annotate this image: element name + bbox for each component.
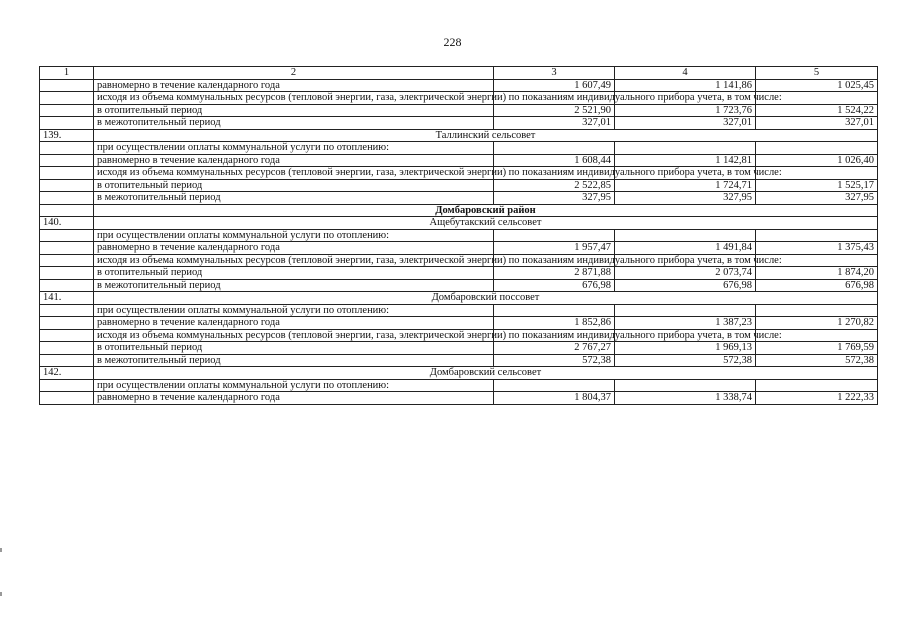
settlement-name: Таллинский сельсовет <box>94 129 878 142</box>
row-number: 142. <box>40 367 94 380</box>
row-number <box>40 154 94 167</box>
value-col-5 <box>756 142 878 155</box>
table-row <box>40 304 878 317</box>
row-number <box>40 117 94 130</box>
table-row <box>40 179 878 192</box>
value-col-3 <box>494 304 615 317</box>
row-number <box>40 92 94 105</box>
value-col-4: 1 491,84 <box>615 242 756 255</box>
value-col-3: 676,98 <box>494 279 615 292</box>
scan-mark <box>0 548 2 552</box>
row-number <box>40 204 94 217</box>
row-description: равномерно в течение календарного года <box>94 79 494 92</box>
table-row <box>40 142 878 155</box>
value-col-3 <box>494 142 615 155</box>
row-number <box>40 179 94 192</box>
row-description: в межотопительный период <box>94 354 494 367</box>
row-number <box>40 242 94 255</box>
value-col-5: 1 025,45 <box>756 79 878 92</box>
row-description: в отопительный период <box>94 267 494 280</box>
value-col-4: 2 073,74 <box>615 267 756 280</box>
value-col-3: 1 608,44 <box>494 154 615 167</box>
value-col-4: 327,01 <box>615 117 756 130</box>
value-col-3: 2 521,90 <box>494 104 615 117</box>
row-number <box>40 379 94 392</box>
value-col-4 <box>615 304 756 317</box>
table-row <box>40 267 878 280</box>
row-number <box>40 254 94 267</box>
row-number <box>40 142 94 155</box>
section-row <box>40 292 878 305</box>
table-row <box>40 154 878 167</box>
settlement-name: Ащебутакский сельсовет <box>94 217 878 230</box>
value-col-4: 1 141,86 <box>615 79 756 92</box>
table-row <box>40 317 878 330</box>
value-col-4 <box>615 142 756 155</box>
row-description: равномерно в течение календарного года <box>94 154 494 167</box>
scan-mark <box>0 592 2 596</box>
value-col-4: 676,98 <box>615 279 756 292</box>
table-row <box>40 242 878 255</box>
value-col-5: 1 270,82 <box>756 317 878 330</box>
value-col-3: 1 852,86 <box>494 317 615 330</box>
column-header-4: 4 <box>615 67 756 80</box>
row-number: 141. <box>40 292 94 305</box>
row-number <box>40 104 94 117</box>
settlement-name: Домбаровский сельсовет <box>94 367 878 380</box>
table-body <box>40 79 878 404</box>
value-col-5: 676,98 <box>756 279 878 292</box>
row-description: при осуществлении оплаты коммунальной услуги по отоплению: <box>94 304 494 317</box>
table-row <box>40 279 878 292</box>
row-number <box>40 267 94 280</box>
district-row <box>40 204 878 217</box>
row-description: в межотопительный период <box>94 117 494 130</box>
column-header-1: 1 <box>40 67 94 80</box>
tariff-table <box>39 66 878 405</box>
settlement-name: Домбаровский поссовет <box>94 292 878 305</box>
row-description: равномерно в течение календарного года <box>94 317 494 330</box>
row-description: в отопительный период <box>94 342 494 355</box>
value-col-4: 1 338,74 <box>615 392 756 405</box>
value-col-5: 1 026,40 <box>756 154 878 167</box>
row-number <box>40 167 94 180</box>
row-number: 140. <box>40 217 94 230</box>
table-row <box>40 342 878 355</box>
column-header-3: 3 <box>494 67 615 80</box>
value-col-5: 1 769,59 <box>756 342 878 355</box>
row-number <box>40 229 94 242</box>
value-col-5: 572,38 <box>756 354 878 367</box>
section-row <box>40 367 878 380</box>
table-row <box>40 392 878 405</box>
value-col-3: 2 871,88 <box>494 267 615 280</box>
value-col-4 <box>615 229 756 242</box>
row-description: в отопительный период <box>94 104 494 117</box>
table-row <box>40 192 878 205</box>
table-row <box>40 329 878 342</box>
page-number: 228 <box>443 35 462 49</box>
row-number <box>40 192 94 205</box>
value-col-3: 1 804,37 <box>494 392 615 405</box>
row-number <box>40 342 94 355</box>
value-col-5 <box>756 304 878 317</box>
row-description: при осуществлении оплаты коммунальной услуги по отоплению: <box>94 142 494 155</box>
row-number <box>40 354 94 367</box>
value-col-5: 1 375,43 <box>756 242 878 255</box>
table-row <box>40 167 878 180</box>
value-col-3 <box>494 379 615 392</box>
row-description: в отопительный период <box>94 179 494 192</box>
value-col-5 <box>756 379 878 392</box>
table-row <box>40 104 878 117</box>
value-col-5: 1 525,17 <box>756 179 878 192</box>
row-number <box>40 279 94 292</box>
value-col-3: 1 957,47 <box>494 242 615 255</box>
value-col-4: 327,95 <box>615 192 756 205</box>
value-col-5: 1 222,33 <box>756 392 878 405</box>
value-col-4: 1 723,76 <box>615 104 756 117</box>
row-description: равномерно в течение календарного года <box>94 242 494 255</box>
table-header-row <box>40 67 878 80</box>
row-description: равномерно в течение календарного года <box>94 392 494 405</box>
row-description: при осуществлении оплаты коммунальной услуги по отоплению: <box>94 229 494 242</box>
row-description: исходя из объема коммунальных ресурсов (тепловой энергии, газа, электрической энергии) по показаниям индивидуального прибора учета, в том числе: <box>94 254 494 267</box>
row-number <box>40 304 94 317</box>
row-number <box>40 329 94 342</box>
value-col-3: 327,01 <box>494 117 615 130</box>
value-col-4: 1 724,71 <box>615 179 756 192</box>
row-number <box>40 392 94 405</box>
value-col-3: 572,38 <box>494 354 615 367</box>
value-col-3: 2 522,85 <box>494 179 615 192</box>
row-description: исходя из объема коммунальных ресурсов (тепловой энергии, газа, электрической энергии) по показаниям индивидуального прибора учета, в том числе: <box>94 92 494 105</box>
value-col-5: 1 524,22 <box>756 104 878 117</box>
value-col-4 <box>615 379 756 392</box>
value-col-4: 1 969,13 <box>615 342 756 355</box>
row-description: при осуществлении оплаты коммунальной услуги по отоплению: <box>94 379 494 392</box>
value-col-5 <box>756 229 878 242</box>
section-row <box>40 129 878 142</box>
row-description: в межотопительный период <box>94 279 494 292</box>
value-col-5: 327,95 <box>756 192 878 205</box>
row-number <box>40 79 94 92</box>
value-col-3 <box>494 229 615 242</box>
table-row <box>40 354 878 367</box>
scan-margin-marks <box>0 548 3 636</box>
district-name: Домбаровский район <box>94 204 878 217</box>
column-header-5: 5 <box>756 67 878 80</box>
value-col-3: 1 607,49 <box>494 79 615 92</box>
row-description: исходя из объема коммунальных ресурсов (тепловой энергии, газа, электрической энергии) по показаниям индивидуального прибора учета, в том числе: <box>94 329 494 342</box>
value-col-5: 1 874,20 <box>756 267 878 280</box>
value-col-3: 2 767,27 <box>494 342 615 355</box>
row-description: в межотопительный период <box>94 192 494 205</box>
table-row <box>40 117 878 130</box>
table-row <box>40 254 878 267</box>
table-row <box>40 79 878 92</box>
value-col-5: 327,01 <box>756 117 878 130</box>
value-col-3: 327,95 <box>494 192 615 205</box>
value-col-4: 572,38 <box>615 354 756 367</box>
row-description: исходя из объема коммунальных ресурсов (тепловой энергии, газа, электрической энергии) по показаниям индивидуального прибора учета, в том числе: <box>94 167 494 180</box>
table-row <box>40 229 878 242</box>
section-row <box>40 217 878 230</box>
value-col-4: 1 142,81 <box>615 154 756 167</box>
table-row <box>40 92 878 105</box>
row-number: 139. <box>40 129 94 142</box>
row-number <box>40 317 94 330</box>
table-row <box>40 379 878 392</box>
value-col-4: 1 387,23 <box>615 317 756 330</box>
column-header-2: 2 <box>94 67 494 80</box>
